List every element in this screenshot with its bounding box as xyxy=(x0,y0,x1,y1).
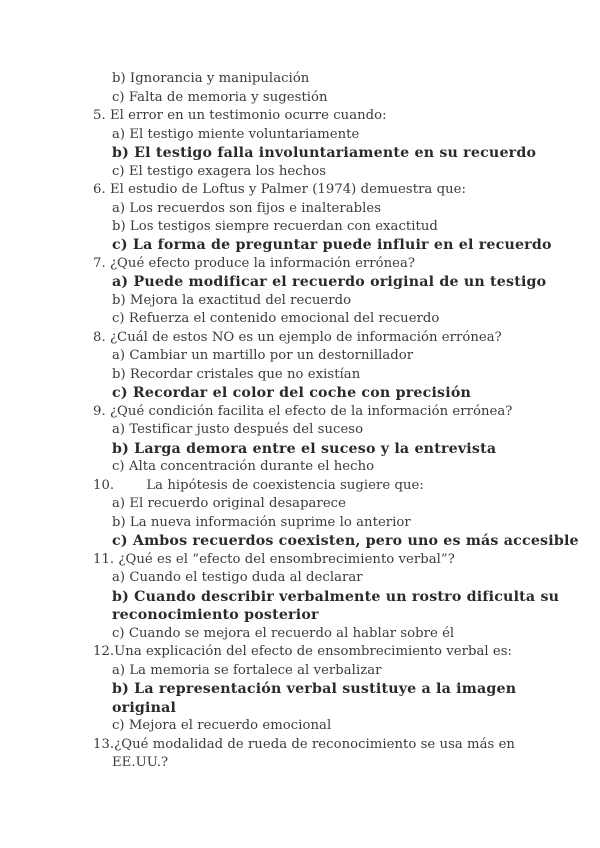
question-number: 11. xyxy=(93,552,115,567)
question-12 xyxy=(93,643,512,661)
option-b: b) Ignorancia y manipulación xyxy=(112,71,310,86)
option-b: b) Recordar cristales que no existían xyxy=(112,367,361,382)
question-11 xyxy=(93,551,455,569)
question-text: ¿Qué modalidad de rueda de reconocimiento se usa más en xyxy=(114,737,515,752)
question-13 xyxy=(93,736,515,754)
question-text: La hipótesis de coexistencia sugiere que: xyxy=(146,478,424,493)
question-text-continued: EE.UU.? xyxy=(112,755,169,770)
question-number: 8. xyxy=(93,330,106,345)
option-c: c) Alta concentración durante el hecho xyxy=(112,459,375,474)
question-number: 5. xyxy=(93,108,106,123)
option-c: c) El testigo exagera los hechos xyxy=(112,164,327,179)
option-c: c) Falta de memoria y sugestión xyxy=(112,90,328,105)
correct-answer: c) La forma de preguntar puede influir en el recuerdo xyxy=(112,237,552,253)
question-number: 7. xyxy=(93,256,106,271)
option-a: a) El testigo miente voluntariamente xyxy=(112,127,360,142)
question-text: El error en un testimonio ocurre cuando: xyxy=(109,108,387,123)
question-number: 6. xyxy=(93,182,106,197)
option-c: c) Mejora el recuerdo emocional xyxy=(112,718,332,733)
question-number: 13. xyxy=(93,737,115,752)
question-text: Una explicación del efecto de ensombrecimiento verbal es: xyxy=(114,644,513,659)
option-a: a) Testificar justo después del suceso xyxy=(112,422,364,437)
question-5 xyxy=(93,107,387,125)
correct-answer: b) La representación verbal sustituye a la imagen xyxy=(112,681,517,697)
question-10 xyxy=(93,477,424,495)
question-text: El estudio de Loftus y Palmer (1974) demuestra que: xyxy=(109,182,466,197)
option-a: a) Cuando el testigo duda al declarar xyxy=(112,570,363,585)
option-b: b) Los testigos siempre recuerdan con exactitud xyxy=(112,219,438,234)
option-a: a) Cambiar un martillo por un destornillador xyxy=(112,348,414,363)
correct-answer: c) Ambos recuerdos coexisten, pero uno es más accesible xyxy=(112,533,579,549)
option-c: c) Refuerza el contenido emocional del recuerdo xyxy=(112,311,440,326)
question-8 xyxy=(93,329,502,347)
question-number: 9. xyxy=(93,404,106,419)
correct-answer: b) Cuando describir verbalmente un rostro dificulta su xyxy=(112,589,560,605)
question-7 xyxy=(93,255,415,273)
correct-answer-continued: reconocimiento posterior xyxy=(112,607,319,623)
option-a: a) El recuerdo original desaparece xyxy=(112,496,346,511)
option-c: c) Cuando se mejora el recuerdo al hablar sobre él xyxy=(112,626,455,641)
question-text: ¿Qué es el “efecto del ensombrecimiento verbal”? xyxy=(118,552,455,567)
question-text: ¿Qué efecto produce la información errónea? xyxy=(109,256,416,271)
correct-answer-continued: original xyxy=(112,700,177,716)
question-text: ¿Qué condición facilita el efecto de la información errónea? xyxy=(109,404,513,419)
question-text: ¿Cuál de estos NO es un ejemplo de información errónea? xyxy=(109,330,502,345)
correct-answer: b) El testigo falla involuntariamente en su recuerdo xyxy=(112,145,537,161)
option-b: b) Mejora la exactitud del recuerdo xyxy=(112,293,352,308)
option-b: b) La nueva información suprime lo anterior xyxy=(112,515,411,530)
question-number: 10. xyxy=(93,478,115,493)
correct-answer: c) Recordar el color del coche con precisión xyxy=(112,385,471,401)
question-9 xyxy=(93,403,512,421)
question-number: 12. xyxy=(93,644,115,659)
correct-answer: b) Larga demora entre el suceso y la entrevista xyxy=(112,441,497,457)
question-6 xyxy=(93,181,466,199)
correct-answer: a) Puede modificar el recuerdo original de un testigo xyxy=(112,274,547,290)
option-a: a) La memoria se fortalece al verbalizar xyxy=(112,663,382,678)
option-a: a) Los recuerdos son fijos e inalterables xyxy=(112,201,382,216)
